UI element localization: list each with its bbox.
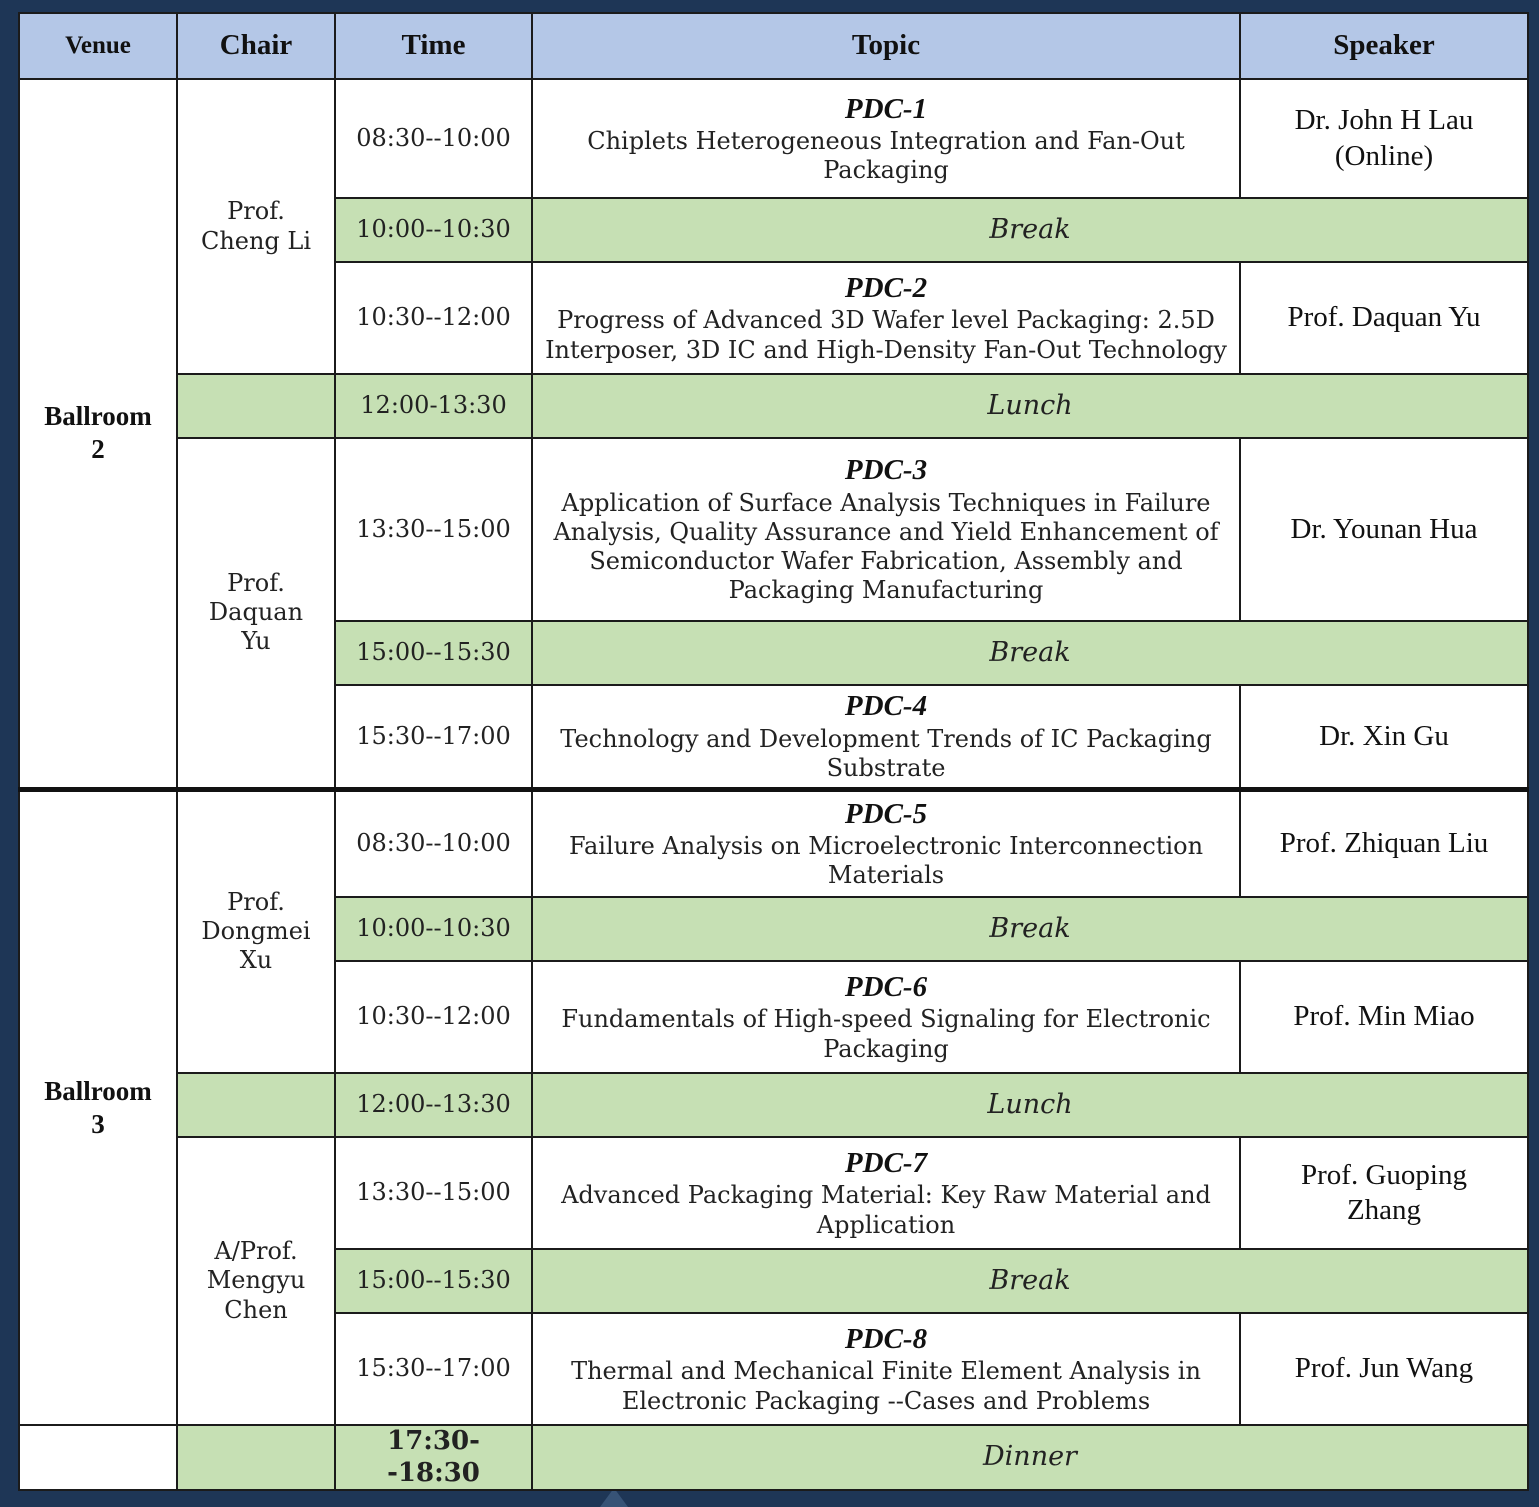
- session-title: Thermal and Mechanical Finite Element Analysis in Electronic Packaging --Cases and Problems: [571, 1357, 1201, 1415]
- header-chair: Chair: [177, 13, 335, 79]
- schedule-table: [18, 12, 1529, 1491]
- time-cell: 10:30--12:00: [335, 262, 532, 374]
- topic-cell: [532, 685, 1240, 789]
- session-code: PDC-7: [844, 1147, 928, 1180]
- speaker-cell: Prof. Daquan Yu: [1240, 262, 1528, 374]
- table-row: [19, 1425, 1528, 1490]
- chair-cell: Prof. Daquan Yu: [177, 438, 335, 789]
- time-cell: 17:30--18:30: [335, 1425, 532, 1490]
- topic-cell: [532, 1137, 1240, 1249]
- time-cell: 10:00--10:30: [335, 897, 532, 961]
- topic-cell: [532, 1313, 1240, 1425]
- table-row: [19, 789, 1528, 897]
- session-title: Technology and Development Trends of IC Packaging Substrate: [560, 724, 1212, 782]
- speaker-cell: Prof. Jun Wang: [1240, 1313, 1528, 1425]
- table-row: [19, 79, 1528, 198]
- time-cell: 12:00-13:30: [335, 374, 532, 438]
- break-label: Break: [532, 621, 1528, 685]
- speaker-cell: Dr. Younan Hua: [1240, 438, 1528, 621]
- time-cell: 10:30--12:00: [335, 961, 532, 1073]
- chair-empty-cell: [177, 1425, 335, 1490]
- chair-cell: Prof. Dongmei Xu: [177, 789, 335, 1073]
- break-label: Break: [532, 897, 1528, 961]
- venue-cell: Ballroom 3: [19, 789, 177, 1425]
- session-code: PDC-5: [844, 797, 928, 830]
- time-cell: 13:30--15:00: [335, 1137, 532, 1249]
- session-title: Progress of Advanced 3D Wafer level Packaging: 2.5D Interposer, 3D IC and High-Density Fan-Out Technology: [545, 306, 1227, 364]
- time-cell: 13:30--15:00: [335, 438, 532, 621]
- time-cell: 15:00--15:30: [335, 1249, 532, 1313]
- header-row: [19, 13, 1528, 79]
- table-row: [19, 1137, 1528, 1249]
- venue-cell: Ballroom 2: [19, 79, 177, 789]
- topic-cell: [532, 438, 1240, 621]
- chair-empty-cell: [177, 374, 335, 438]
- venue-empty-cell: [19, 1425, 177, 1490]
- speaker-cell: Dr. Xin Gu: [1240, 685, 1528, 789]
- topic-cell: [532, 789, 1240, 897]
- break-label: Break: [532, 198, 1528, 262]
- lunch-label: Lunch: [532, 1073, 1528, 1137]
- time-cell: 08:30--10:00: [335, 79, 532, 198]
- lunch-label: Lunch: [532, 374, 1528, 438]
- speaker-cell: Prof. Guoping Zhang: [1240, 1137, 1528, 1249]
- session-code: PDC-4: [844, 690, 928, 723]
- break-label: Break: [532, 1249, 1528, 1313]
- time-cell: 08:30--10:00: [335, 789, 532, 897]
- chair-cell: A/Prof. Mengyu Chen: [177, 1137, 335, 1425]
- table-row: [19, 438, 1528, 621]
- dinner-label: Dinner: [532, 1425, 1528, 1490]
- header-topic: Topic: [532, 13, 1240, 79]
- time-cell: 15:00--15:30: [335, 621, 532, 685]
- session-code: PDC-6: [844, 971, 928, 1004]
- time-cell: 15:30--17:00: [335, 685, 532, 789]
- header-speaker: Speaker: [1240, 13, 1528, 79]
- session-title: Chiplets Heterogeneous Integration and Fan-Out Packaging: [587, 126, 1185, 185]
- header-time: Time: [335, 13, 532, 79]
- header-venue: Venue: [19, 13, 177, 79]
- session-title: Fundamentals of High-speed Signaling for Electronic Packaging: [561, 1005, 1211, 1063]
- speaker-cell: Prof. Min Miao: [1240, 961, 1528, 1073]
- speaker-cell: Prof. Zhiquan Liu: [1240, 789, 1528, 897]
- time-cell: 12:00--13:30: [335, 1073, 532, 1137]
- topic-cell: [532, 961, 1240, 1073]
- session-title: Failure Analysis on Microelectronic Interconnection Materials: [568, 832, 1204, 890]
- chair-cell: Prof. Cheng Li: [177, 79, 335, 374]
- time-cell: 10:00--10:30: [335, 198, 532, 262]
- topic-cell: [532, 79, 1240, 198]
- table-row: [19, 374, 1528, 438]
- table-row: [19, 1073, 1528, 1137]
- topic-cell: [532, 262, 1240, 374]
- session-code: PDC-3: [844, 454, 928, 487]
- time-cell: 15:30--17:00: [335, 1313, 532, 1425]
- session-code: PDC-2: [844, 272, 928, 305]
- session-title: Application of Surface Analysis Techniques in Failure Analysis, Quality Assurance and Yield Enhancement of Semiconductor Wafer Fabrication, Assembly and Packaging Manufacturing: [553, 488, 1219, 605]
- chair-empty-cell: [177, 1073, 335, 1137]
- session-code: PDC-8: [844, 1323, 928, 1356]
- session-code: PDC-1: [844, 92, 928, 125]
- session-title: Advanced Packaging Material: Key Raw Material and Application: [561, 1181, 1211, 1239]
- speaker-cell: Dr. John H Lau (Online): [1240, 79, 1528, 198]
